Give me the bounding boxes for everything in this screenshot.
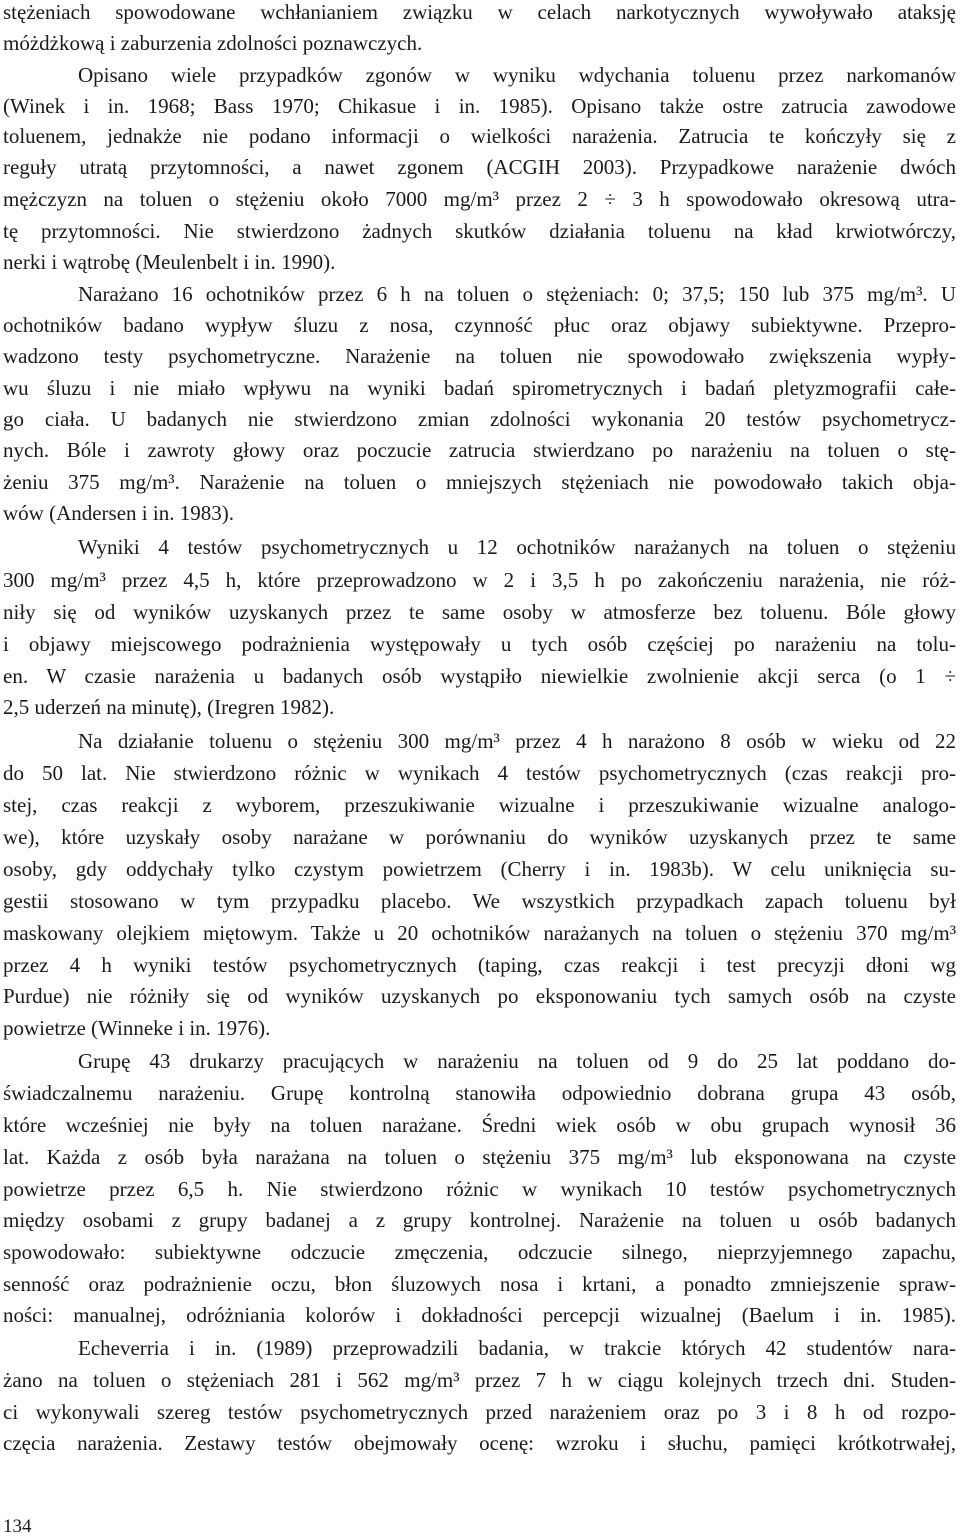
text-line: przez 4 h wyniki testów psychometrycznych (taping, czas reakcji i test precyzji dłoni wg xyxy=(3,953,956,977)
text-line: mężczyzn na toluen o stężeniu około 7000 mg/m³ przez 2 ÷ 3 h spowodowało okresową utra- xyxy=(3,187,956,211)
text-line: stężeniach spowodowane wchłanianiem związku w celach narkotycznych wywoływało ataksję xyxy=(3,0,956,24)
text-line: powietrze przez 6,5 h. Nie stwierdzono różnic w wynikach 10 testów psychometrycznych xyxy=(3,1177,956,1201)
text-line: tę przytomności. Nie stwierdzono żadnych skutków działania toluenu na kład krwiotwórczy, xyxy=(3,219,956,243)
text-line: wu śluzu i nie miało wpływu na wyniki badań spirometrycznych i badań pletyzmografii całe- xyxy=(3,376,956,400)
text-line: i objawy miejscowego podrażnienia występowały u tych osób częściej po narażeniu na tolu- xyxy=(3,632,956,656)
text-line: spowodowało: subiektywne odczucie zmęczenia, odczucie silnego, nieprzyjemnego zapachu, xyxy=(3,1240,956,1264)
text-line: reguły utratą przytomności, a nawet zgonem (ACGIH 2003). Przypadkowe narażenie dwóch xyxy=(3,155,956,179)
text-line: Opisano wiele przypadków zgonów w wyniku wdychania toluenu przez narkomanów xyxy=(78,63,956,87)
text-line: Na działanie toluenu o stężeniu 300 mg/m³ przez 4 h narażono 8 osób w wieku od 22 xyxy=(78,729,956,753)
text-line: częcia narażenia. Zestawy testów obejmowały ocenę: wzroku i słuchu, pamięci krótkotrwałej, xyxy=(3,1431,956,1455)
text-line: osoby, gdy oddychały tylko czystym powietrzem (Cherry i in. 1983b). W celu uniknięcia su- xyxy=(3,857,956,881)
text-line: toluenem, jednakże nie podano informacji o wielkości narażenia. Zatrucia te kończyły się z xyxy=(3,124,956,148)
text-line: żano na toluen o stężeniach 281 i 562 mg/m³ przez 7 h w ciągu kolejnych trzech dni. Studen- xyxy=(3,1368,956,1392)
text-line: świadczalnemu narażeniu. Grupę kontrolną stanowiła odpowiednio dobrana grupa 43 osób, xyxy=(3,1081,956,1105)
text-line: Narażano 16 ochotników przez 6 h na toluen o stężeniach: 0; 37,5; 150 lub 375 mg/m³. U xyxy=(78,282,956,306)
text-line: które wcześniej nie były na toluen narażane. Średni wiek osób w obu grupach wynosił 36 xyxy=(3,1113,956,1137)
text-line: niły się od wyników uzyskanych przez te same osoby w atmosferze bez toluenu. Bóle głowy xyxy=(3,600,956,624)
text-line: 2,5 uderzeń na minutę), (Iregren 1982). xyxy=(3,695,335,719)
text-line: maskowany olejkiem miętowym. Także u 20 ochotników narażanych na toluen o stężeniu 370 mg/m³ xyxy=(3,921,956,945)
page-number: 134 xyxy=(3,1516,32,1537)
text-line: gestii stosowano w tym przypadku placebo. We wszystkich przypadkach zapach toluenu był xyxy=(3,889,956,913)
text-line: wów (Andersen i in. 1983). xyxy=(3,501,234,525)
text-line: powietrze (Winneke i in. 1976). xyxy=(3,1016,271,1040)
text-line: Wyniki 4 testów psychometrycznych u 12 ochotników narażanych na toluen o stężeniu xyxy=(78,535,956,559)
text-line: 300 mg/m³ przez 4,5 h, które przeprowadzono w 2 i 3,5 h po zakończeniu narażenia, nie róż- xyxy=(3,568,956,592)
text-line: nych. Bóle i zawroty głowy oraz poczucie zatrucia stwierdzano po narażeniu na toluen o stę- xyxy=(3,438,956,462)
text-line: senność oraz podrażnienie oczu, błon śluzowych nosa i krtani, a ponadto zmniejszenie spraw- xyxy=(3,1272,956,1296)
text-line: Echeverria i in. (1989) przeprowadzili badania, w trakcie których 42 studentów nara- xyxy=(78,1336,956,1360)
text-line: nerki i wątrobę (Meulenbelt i in. 1990). xyxy=(3,250,336,274)
text-line: między osobami z grupy badanej a z grupy kontrolnej. Narażenie na toluen u osób badanych xyxy=(3,1208,956,1232)
text-line: ności: manualnej, odróżniania kolorów i dokładności percepcji wizualnej (Baelum i in. 1985). xyxy=(3,1303,956,1327)
text-line: stej, czas reakcji z wyborem, przeszukiwanie wizualne i przeszukiwanie wizualne analogo- xyxy=(3,793,956,817)
text-line: do 50 lat. Nie stwierdzono różnic w wynikach 4 testów psychometrycznych (czas reakcji pro- xyxy=(3,761,956,785)
text-line: ci wykonywali szereg testów psychometrycznych przed narażeniem oraz po 3 i 8 h od rozpo- xyxy=(3,1400,956,1424)
text-line: móżdżkową i zaburzenia zdolności poznawczych. xyxy=(3,31,423,55)
text-line: Grupę 43 drukarzy pracujących w narażeniu na toluen od 9 do 25 lat poddano do- xyxy=(78,1049,956,1073)
text-line: go ciała. U badanych nie stwierdzono zmian zdolności wykonania 20 testów psychometrycz- xyxy=(3,407,956,431)
text-line: (Winek i in. 1968; Bass 1970; Chikasue i in. 1985). Opisano także ostre zatrucia zawodowe xyxy=(3,94,956,118)
text-line: żeniu 375 mg/m³. Narażenie na toluen o mniejszych stężeniach nie powodowało takich obja- xyxy=(3,470,956,494)
text-line: ochotników badano wypływ śluzu z nosa, czynność płuc oraz objawy subiektywne. Przepro- xyxy=(3,313,956,337)
text-line: wadzono testy psychometryczne. Narażenie na toluen nie spowodowało zwiększenia wypły- xyxy=(3,344,956,368)
text-line: Purdue) nie różniły się od wyników uzyskanych po eksponowaniu tych samych osób na czyste xyxy=(3,984,956,1008)
text-line: lat. Każda z osób była narażana na toluen o stężeniu 375 mg/m³ lub eksponowana na czyste xyxy=(3,1145,956,1169)
text-line: en. W czasie narażenia u badanych osób wystąpiło niewielkie zwolnienie akcji serca (o 1 ÷ xyxy=(3,664,956,688)
text-line: we), które uzyskały osoby narażane w porównaniu do wyników uzyskanych przez te same xyxy=(3,825,956,849)
